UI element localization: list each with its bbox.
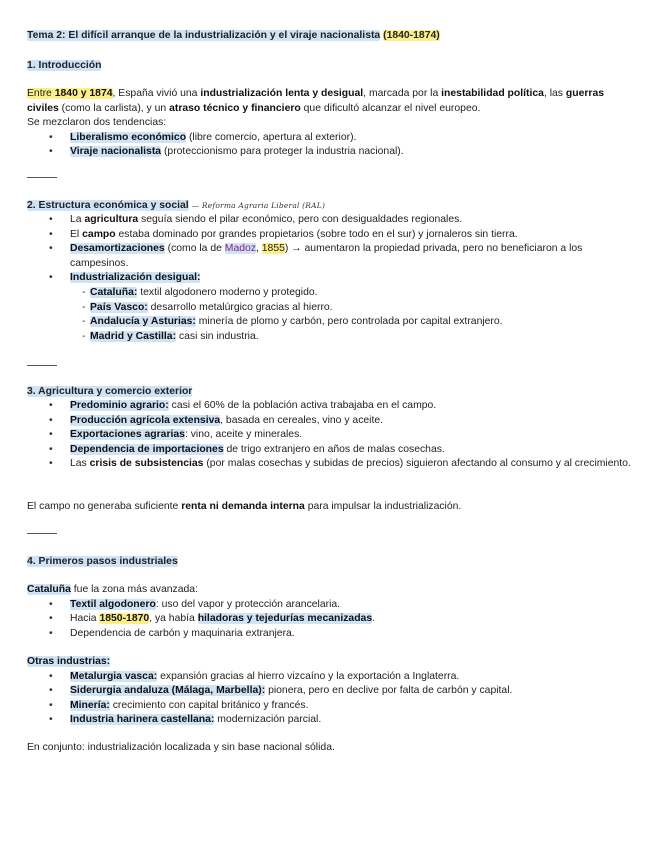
list-item: • Industrialización desigual: - Cataluña: textil algodonero moderno y protegido. - País Vasco: desarrollo metalúrgico gracias al hierro. - Andalucía y Asturias: minería de plomo y carbón, pero controlada por capital extranjero. - Madrid y Castilla: casi sin industria. <box>70 271 632 344</box>
list-item: - País Vasco: desarrollo metalúrgico gracias al hierro. <box>90 301 632 316</box>
intro-paragraph: Entre 1840 y 1874, España vivió una industrialización lenta y desigual, marcada por la inestabilidad política, las guerras civiles (como la carlista), y un atraso técnico y financiero que dificultó alcanzar el nivel europeo. Se mezclaron dos tendencias: <box>27 88 605 129</box>
section-4-heading: 4. Primeros pasos industriales <box>27 556 178 567</box>
handwritten-note: — Reforma Agraria Liberal (RAL) <box>191 201 326 210</box>
list-item: • Industria harinera castellana: modernización parcial. <box>70 713 632 728</box>
divider <box>27 533 57 534</box>
other-industries <box>27 655 632 728</box>
agriculture-list <box>27 399 632 472</box>
list-item: • La agricultura seguía siendo el pilar económico, pero con desigualdades regionales. <box>70 213 632 228</box>
regions-sublist <box>70 286 632 344</box>
section-1-heading: 1. Introducción <box>27 60 102 71</box>
list-item: • Siderurgia andaluza (Málaga, Marbella): pionera, pero en declive por falta de carbón y capital. <box>70 684 632 699</box>
list-item: • Hacia 1850-1870, ya había hiladoras y tejedurías mecanizadas. <box>70 612 632 627</box>
tendencies-list <box>27 131 632 160</box>
catalonia-intro: Cataluña fue la zona más avanzada: <box>27 584 198 595</box>
list-item: • Dependencia de carbón y maquinaria extranjera. <box>70 627 632 642</box>
section-4-body <box>27 583 632 641</box>
section-2-body <box>27 213 632 344</box>
section-1-body <box>27 87 632 160</box>
divider <box>27 365 57 366</box>
list-item: • Minería: crecimiento con capital británico y francés. <box>70 699 632 714</box>
list-item: • Predominio agrario: casi el 60% de la población activa trabajaba en el campo. <box>70 399 632 414</box>
list-item: • Viraje nacionalista (proteccionismo para proteger la industria nacional). <box>70 145 632 160</box>
list-item: • El campo estaba dominado por grandes propietarios (sobre todo en el sur) y jornaleros sin tierra. <box>70 228 632 243</box>
list-item: • Metalurgia vasca: expansión gracias al hierro vizcaíno y la exportación a Inglaterra. <box>70 670 632 685</box>
list-item: • Textil algodonero: uso del vapor y protección arancelaria. <box>70 598 632 613</box>
section-3-conclusion: El campo no generaba suficiente renta ni demanda interna para impulsar la industrialización. <box>27 501 462 512</box>
list-item: • Desamortizaciones (como la de Madoz, 1855) → aumentaron la propiedad privada, pero no beneficiaron a los campesinos. <box>70 242 632 271</box>
section-2-heading: 2. Estructura económica y social — Reforma Agraria Liberal (RAL) <box>27 200 326 211</box>
list-item: • Dependencia de importaciones de trigo extranjero en años de malas cosechas. <box>70 443 632 458</box>
catalonia-list <box>27 598 632 642</box>
list-item: • Las crisis de subsistencias (por malas cosechas y subidas de precios) siguieron afectando al consumo y al crecimiento. <box>70 457 632 472</box>
final-conclusion: En conjunto: industrialización localizada y sin base nacional sólida. <box>27 742 335 753</box>
list-item: • Exportaciones agrarias: vino, aceite y minerales. <box>70 428 632 443</box>
structure-list <box>27 213 632 344</box>
other-industries-heading: Otras industrias: <box>27 656 111 667</box>
list-item: • Liberalismo económico (libre comercio, apertura al exterior). <box>70 131 632 146</box>
list-item: - Andalucía y Asturias: minería de plomo y carbón, pero controlada por capital extranjero. <box>90 315 632 330</box>
divider <box>27 177 57 178</box>
other-industries-list <box>27 670 632 728</box>
section-3-body <box>27 399 632 472</box>
section-3-heading: 3. Agricultura y comercio exterior <box>27 386 193 397</box>
list-item: • Producción agrícola extensiva, basada en cereales, vino y aceite. <box>70 414 632 429</box>
list-item: - Cataluña: textil algodonero moderno y protegido. <box>90 286 632 301</box>
title-years: (1840-1874) <box>383 30 440 41</box>
list-item: - Madrid y Castilla: casi sin industria. <box>90 330 632 345</box>
title-text: Tema 2: El difícil arranque de la industrialización y el viraje nacionalista <box>27 30 381 41</box>
page-title <box>27 29 632 44</box>
